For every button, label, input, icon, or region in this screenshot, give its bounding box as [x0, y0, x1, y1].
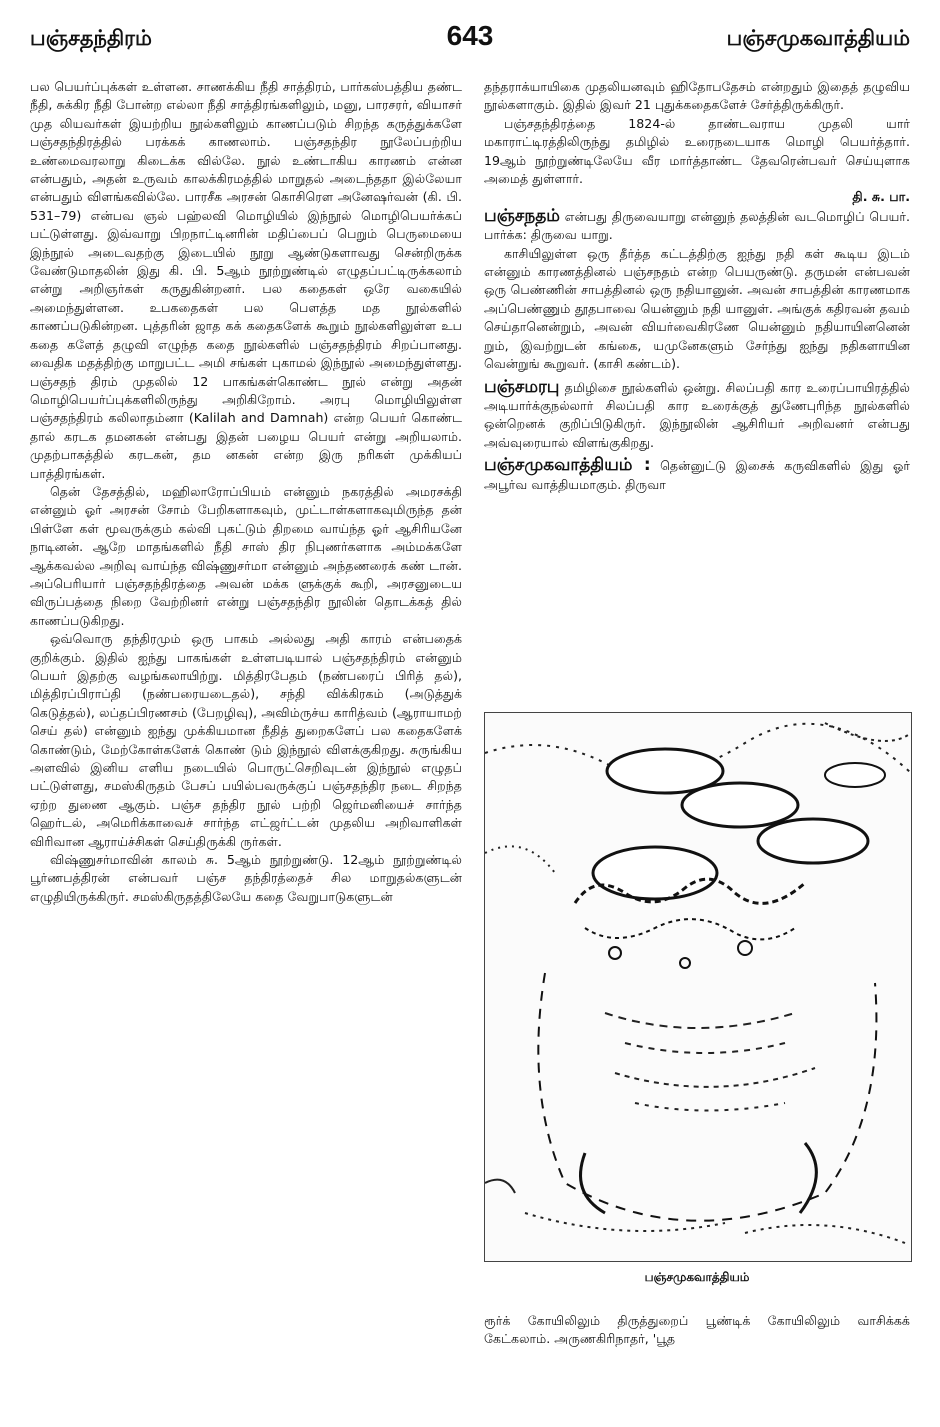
left-column	[30, 78, 462, 906]
entry-text: தென்னுட்டு இசைக் கருவிகளில் இது ஓர் அபூர்வ வாத்தியமாகும். திருவா	[484, 458, 911, 492]
entry-text: தமிழிசை நூல்களில் ஒன்று. சிலப்பதி கார உரைப்பாயிரத்தில் அடியார்க்குநல்லார் சிலப்பதி கார உரைக்குத் துணேபுரிந்த நூல்களில் ஒன்றெனக் குறிப்பிடுகிருர். இந்நூலின் ஆசிரியர் அறிவனர் என்பது அவ்வுரையால் விளங்குகிறது.	[484, 379, 910, 450]
author-signature: தி. சு. பா.	[852, 189, 910, 205]
header-right-title: பஞ்சமுகவாத்தியம்	[726, 26, 910, 50]
right-column	[484, 78, 910, 494]
instrument-illustration	[485, 713, 911, 1261]
header-left-title: பஞ்சதந்திரம்	[30, 26, 152, 50]
entry-text: என்பது திருவையாறு என்னுந் தலத்தின் வடமொழிப் பெயர். பார்க்க: திருவை யாறு.	[484, 208, 910, 243]
left-paragraph-4: விஷ்ணுசர்மாவின் காலம் சு. 5ஆம் நூற்றுண்டு. 12ஆம் நூற்றுண்டில் பூர்ணபத்திரன் என்பவர் பஞ்ச தந்திரத்தைச் சில மாறுதல்களுடன் எழுதியிருக்கிருர். சமஸ்கிருதத்திலேயே கதை வேறுபாடுகளுடன்	[30, 852, 462, 904]
page-number: 643	[446, 20, 494, 51]
entry-panchamukavathiyam	[484, 456, 910, 494]
entry-panchanatham-detail: காசியிலுள்ள ஒரு தீர்த்த கட்டத்திற்கு ஐந்து நதி கள் கூடிய இடம் என்னும் காரணத்தினல் பஞ்சநதம் என்ற பெயருண்டு. தருமன் என்பவன் ஒரு பெண்ணின் சாபத்தினல் ஒரு நதியானுன். அவன் சாபத்தின் காரணமாக அப்பெண்ணும் தூதபாவை யென்னும் நதி யானுள். அங்குக் கதிரவன் தவம் செய்தானென்றும், அவன் வியர்வைகிரணே யென்னும் நதியாயினனென் றும், இவற்றுடன் கங்கை, யமுனேகளும் சேர்ந்து ஐந்து நதிகளாயின வென்றுங் கூறுவர். (காசி கண்டம்).	[484, 245, 910, 372]
right-column-continuation: ரூர்க் கோயிலிலும் திருத்துறைப் பூண்டிக் கோயிலிலும் வாசிக்கக் கேட்கலாம். அருணகிரிநாதர், 'பூத	[484, 1313, 910, 1347]
left-paragraph-3: ஒவ்வொரு தந்திரமும் ஒரு பாகம் அல்லது அதி காரம் என்பதைக் குறிக்கும். இதில் ஐந்து பாகங்கள் உள்ளபடியால் பஞ்சதந்திரம் என்னும் பெயர் இதற்கு வழங்கலாயிற்று. மித்திரபேதம் (நண்பரைப் பிரித் தல்), மித்திரப்பிராப்தி (நண்பரையடைதல்), சந்தி விக்கிரகம் (அடுத்துக் கெடுத்தல்), லப்தப்பிரணசம் (பேறழிவு), அவிம்ருச்ய காரித்வம் (ஆராயாமற் செய் தல்) என்னும் ஐந்து முக்கியமான நீதித் துறைகளேப் பல கதைகளேக் கொண்டும், மேற்கோள்களேக் கொண் டும் இந்நூல் விளக்குகிறது. சுருங்கிய அளவில் இனிய எளிய நடையில் பொருட்செறிவுடன் இந்நூல் எழுதப் பட்டுள்ளது, சமஸ்கிருதம் பேசப் பயில்பவருக்குப் பஞ்சதந்திர நடை சிறந்த ஏற்ற துணை ஆகும். பஞ்ச தந்திர நூல் பற்றி ஜெர்மனியைச் சார்ந்த ஹெர்டல், அமெரிக்காவைச் சார்ந்த எட்ஜர்ட்டன் முதலிய அறிவாளிகள் விரிவான ஆராய்ச்சிகள் செய்திருக்கி ருர்கள்.	[30, 631, 462, 849]
entry-panchamarapu	[484, 378, 910, 453]
left-paragraph-1: பல பெயர்ப்புக்கள் உள்ளன. சாணக்கிய நீதி சாத்திரம், பார்கஸ்பத்திய தண்ட நீதி, சுக்கிர நீதி போன்ற எல்லா நீதி சாத்திரங்களிலும், மனு, பாரசரர், வியாசர் முத லியவர்கள் இயற்றிய நூல்களிலும் காணப்படும் சிறந்த கருத்துக்களே பஞ்சதந்திரத்தில் பரக்கக் காணலாம். பஞ்சதந்திர நூலேப்பற்றிய உண்மைவரலாறு கிடைக்க வில்லே. நூல் உண்டாகிய காரணம் என்ன என்பதும், அதன் உருவம் காலக்கிரமத்தில் மாறுதல் அடைந்ததா இல்லேயா என்பதும் விளங்கவில்லே. பாரசீக அரசன் கொசிரௌ அனேஷர்வன் (கி. பி. 531–79) என்பவ ஞல் பஹ்லவி மொழியில் இந்நூல் மொழிபெயர்க்கப் பட்டுள்ளது. இவ்வாறு பிறநாட்டினரின் மதிப்பைப் பெறும் பெருமையை இந்நூல் அடைவதற்கு இடையில் நூறு ஆண்டுகளாவது சென்றிருக்க வேண்டுமாதலின் இது கி. பி. 5ஆம் நூற்றுண்டில் எழுதப்பட்டிருக்கலாம் என்று அறிஞர்கள் கருதுகின்றனர். பல கதைகள் ஒரே வகையில் அமைந்துள்ளன. உபகதைகள் பல பௌத்த மத நூல்களில் காணப்படுகின்றன. புத்தரின் ஜாத கக் கதைகளேக் கூறும் நூல்களிலுள்ள உப கதை களேத் தழுவி எழுந்த கதை நூல்களில் பஞ்சதந்திரம் சிறப்பானது. வைதிக மதத்திற்கு மாறுபட்ட அமி சங்கள் புகாமல் இந்நூல் அமைந்துள்ளது. பஞ்சதந் திரம் முதலில் 12 பாகங்கள்கொண்ட நூல் என்று அதன் மொழிபெயர்ப்புக்களிலிருந்து அறிகிறோம். அரபு மொழியிலுள்ள பஞ்சதந்திரம் கலிலாதம்னா (Kalilah and Damnah) என்ற பெயர் கொண்ட தால் கரடக தமனகன் என்பது இதன் பழைய பெயர் என்று அறியலாம். முதற்பாகத்தில் கரடகன், தம னகன் என்ற இரு நரிகள் முக்கியப் பாத்திரங்கள்.	[30, 79, 462, 481]
entry-headword: பஞ்சநதம்	[484, 205, 560, 226]
right-intro-paragraph-2: பஞ்சதந்திரத்தை 1824-ல் தாண்டவராய முதலி யார் மகாராட்டிரத்திலிருந்து தமிழில் உரைநடையாக மொழி பெயர்த்தார். 19ஆம் நூற்றுண்டிலேயே வீர மார்த்தாண்ட தேவரென்பவர் செய்யுளாக அமைத் துள்ளார்.	[484, 115, 910, 187]
instrument-photo	[484, 712, 912, 1262]
entry-panchanatham	[484, 207, 910, 245]
entry-headword: பஞ்சமரபு	[484, 376, 560, 397]
right-intro-paragraph-1: தந்தராக்யாயிகை முதலியனவும் ஹிதோபதேசம் என்றதும் இதைத் தழுவிய நூல்களாகும். இதில் இவர் 21 புதுக்கதைகளேச் சேர்த்திருக்கிருர்.	[484, 79, 910, 113]
left-paragraph-2: தென் தேசத்தில், மஹிலாரோப்பியம் என்னும் நகரத்தில் அமரசக்தி என்னும் ஓர் அரசன் சோம் பேறிகளாகவும், முட்டாள்களாகவுமிருந்த தன் பிள்ளே கள் மூவருக்கும் கல்வி புகட்டும் திறமை வாய்ந்த ஓர் ஆசிரியனே நாடினன். ஆறே மாதங்களில் நீதி சாஸ் திர நிபுணர்களாக அம்மக்களே ஆக்கவல்ல அறிவு வாய்ந்த விஷ்ணுசர்மா என்னும் அந்தணரைக் கண் டான். அப்பெரியார் பஞ்சதந்திரத்தை அவன் மக்க ளுக்குக் கூறி, அரசனுடைய விருப்பத்தை நிறை வேற்றினர் என்று பஞ்சதந்திர நூலின் தொடக்கத் தில் காணப்படுகிறது.	[30, 483, 462, 628]
entry-headword: பஞ்சமுகவாத்தியம் :	[484, 455, 651, 476]
page-header	[30, 20, 910, 64]
figure-caption: பஞ்சமுகவாத்தியம்	[644, 1270, 750, 1284]
